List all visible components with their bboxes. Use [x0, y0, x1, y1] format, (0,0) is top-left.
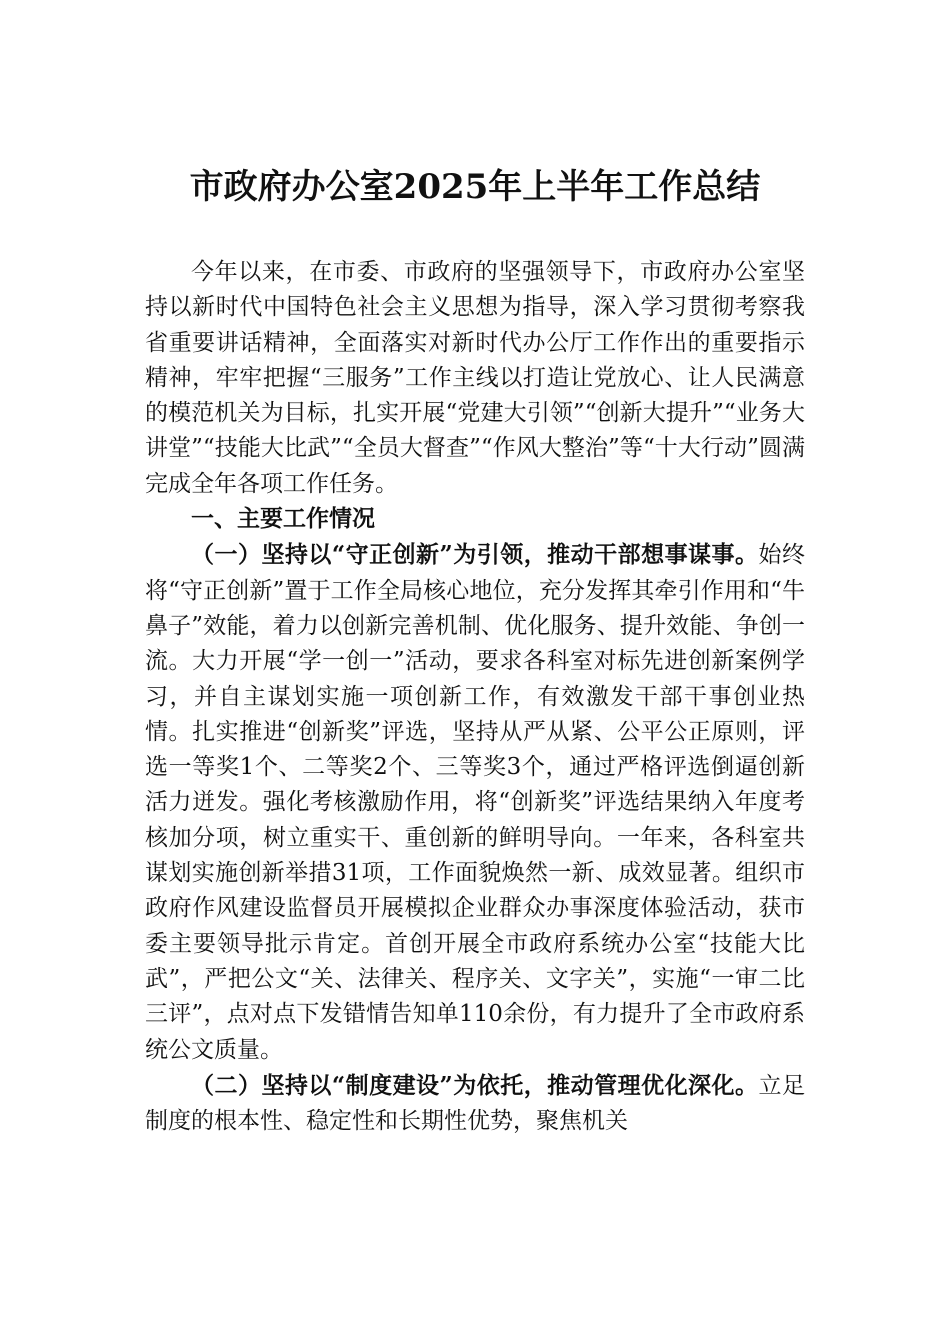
document-body — [145, 255, 805, 1139]
section-heading: 一、主要工作情况 — [191, 506, 375, 533]
intro-paragraph: 今年以来，在市委、市政府的坚强领导下，市政府办公室坚持以新时代中国特色社会主义思想为指导，深入学习贯彻考察我省重要讲话精神，全面落实对新时代办公厅工作作出的重要指示精神，牢牢把握“三服务”工作主线以打造让党放心、让人民满意的模范机关为目标，扎实开展“党建大引领”“创新大提升”“业务大讲堂”“技能大比武”“全员大督查”“作风大整治”等“十大行动”圆满完成全年各项工作任务。 — [145, 259, 805, 497]
item-2-body: 立足制度的根本性、稳定性和长期性优势，聚焦机关 — [145, 1072, 805, 1135]
document-title: 市政府办公室2025年上半年工作总结 — [189, 167, 761, 207]
item-1-body: 始终将“守正创新”置于工作全局核心地位，充分发挥其牵引作用和“牛鼻子”效能，着力以创新完善机制、优化服务、提升效能、争创一流。大力开展“学一创一”活动，要求各科室对标先进创新案例学习，并自主谋划实施一项创新工作，有效激发干部干事创业热情。扎实推进“创新奖”评选，坚持从严从紧、公平公正原则，评选一等奖1个、二等奖2个、三等奖3个，通过严格评选倒逼创新活力迸发。强化考核激励作用，将“创新奖”评选结果纳入年度考核加分项，树立重实干、重创新的鲜明导向。一年来，各科室共谋划实施创新举措31项，工作面貌焕然一新、成效显著。组织市政府作风建设监督员开展模拟企业群众办事深度体验活动，获市委主要领导批示肯定。首创开展全市政府系统办公室“技能大比武”，严把公文“关、法律关、程序关、文字关”，实施“一审二比三评”，点对点下发错情告知单110余份，有力提升了全市政府系统公文质量。 — [145, 542, 805, 1063]
item-1-lead: （一）坚持以“守正创新”为引领，推动干部想事谋事。 — [191, 541, 759, 569]
item-2-lead: （二）坚持以“制度建设”为依托，推动管理优化深化。 — [191, 1071, 759, 1099]
item-1-paragraph — [145, 537, 805, 1067]
item-2-paragraph — [145, 1068, 805, 1140]
